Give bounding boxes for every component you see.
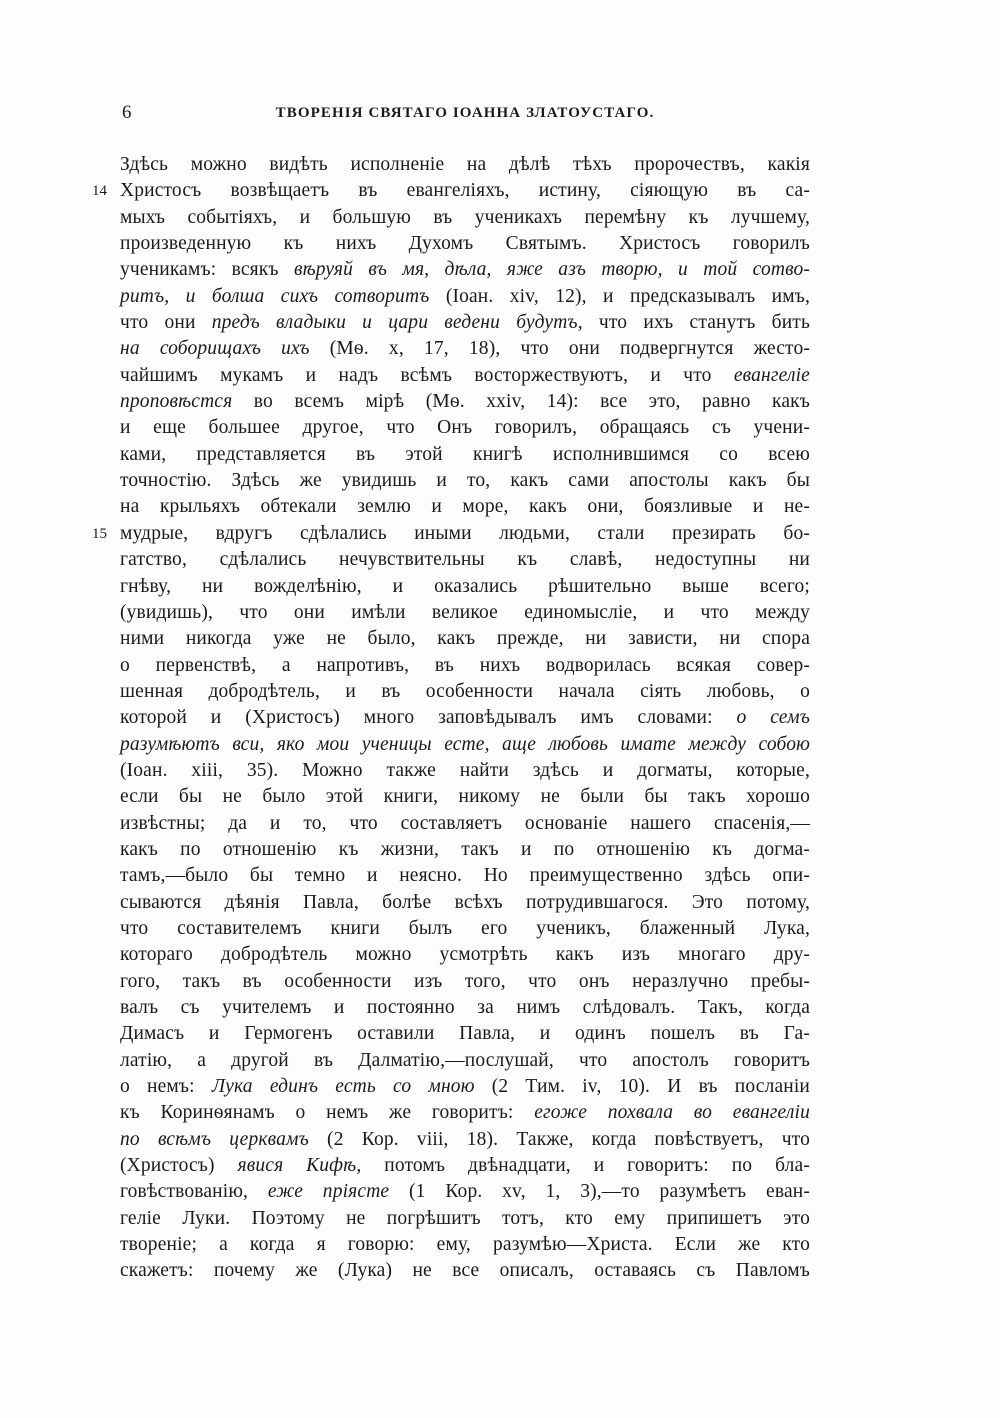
text-run: Христосъ возвѣщаетъ въ евангеліяхъ, истину, сіяющую въ са- [120, 180, 810, 202]
text-run: (Мѳ. x, 17, 18), что они подвергнутся жесто- [309, 338, 810, 360]
text-run: ками, представляется въ этой книгѣ исполнившимся со всею [120, 443, 810, 465]
text-line [120, 1153, 810, 1179]
text-run: на крыльяхъ обтекали землю и море, какъ они, боязливые и не- [120, 496, 810, 518]
text-line [120, 653, 810, 679]
text-line [120, 389, 810, 415]
text-line [120, 1100, 810, 1126]
text-line [120, 494, 810, 520]
text-run: (2 Кор. viii, 18). Также, когда повѣствуетъ, что [308, 1128, 810, 1150]
text-line [120, 547, 810, 573]
margin-number: 14 [92, 183, 107, 200]
text-line [120, 758, 810, 784]
italic-quotation: егоже похвала во евангеліи [534, 1102, 810, 1124]
text-line [120, 1179, 810, 1205]
text-line [120, 1048, 810, 1074]
text-run: гнѣву, ни вожделѣнію, и оказались рѣшительно выше всего; [120, 575, 810, 597]
text-run: чайшимъ мукамъ и надъ всѣмъ восторжествуютъ, и что [120, 364, 734, 386]
text-line [120, 626, 810, 652]
text-line [120, 890, 810, 916]
text-run: ученикамъ: всякъ [120, 259, 294, 281]
text-line [120, 1258, 810, 1284]
text-line [120, 152, 810, 178]
text-line [120, 705, 810, 731]
italic-quotation: разумѣютъ вси, яко мои ученицы есте, аще любовь имате между собою [120, 733, 810, 755]
italic-quotation: Лука единъ есть со мною [211, 1076, 475, 1098]
text-run: (Іоан. xiv, 12), и предсказывалъ имъ, [429, 285, 810, 307]
text-line [120, 521, 810, 547]
text-line [120, 863, 810, 889]
text-run: валъ съ учителемъ и постоянно за нимъ слѣдовалъ. Такъ, когда [120, 997, 810, 1018]
text-run: о немъ: [120, 1076, 212, 1098]
text-line [120, 574, 810, 600]
italic-quotation: ритъ, и болша сихъ сотворитъ [120, 285, 430, 307]
text-line [120, 679, 810, 705]
text-run: (Христосъ) [120, 1155, 238, 1177]
italic-quotation: вѣруяй въ мя, дѣла, яже азъ творю, и той сотво- [294, 259, 810, 281]
text-line [120, 1074, 810, 1100]
text-line [120, 1232, 810, 1258]
text-line [120, 468, 810, 494]
italic-quotation: проповѣстся [120, 391, 233, 413]
text-line [120, 732, 810, 758]
text-run: геліе Луки. Поэтому не погрѣшитъ тотъ, кто ему припишетъ это [120, 1207, 810, 1229]
margin-number: 15 [92, 525, 107, 542]
text-run: латію, а другой въ Далматію,—послушай, что апостолъ говоритъ [120, 1049, 810, 1071]
text-run: гого, такъ въ особенности изъ того, что онъ неразлучно пребы- [120, 970, 810, 992]
text-line [120, 1127, 810, 1153]
italic-quotation: евангеліе [733, 364, 810, 386]
text-run: (2 Тим. iv, 10). И въ посланіи [474, 1076, 811, 1098]
text-line [120, 995, 810, 1021]
text-line [120, 811, 810, 837]
italic-quotation: на соборищахъ ихъ [120, 338, 310, 360]
text-run: говѣствованію, [120, 1181, 268, 1203]
text-run: во всемъ мірѣ (Мѳ. xxiv, 14): все это, равно какъ [232, 391, 810, 413]
italic-quotation: предъ владыки и цари ведени будутъ [211, 312, 578, 334]
text-line [120, 257, 810, 283]
text-line [120, 231, 810, 257]
text-line [120, 1206, 810, 1232]
text-line [120, 310, 810, 336]
text-run: (Іоан. xiii, 35). Можно также найти здѣсь и догматы, которые, [120, 759, 810, 781]
text-line [120, 415, 810, 441]
italic-quotation: еже пріясте [267, 1181, 390, 1203]
text-line [120, 969, 810, 995]
text-run: гатство, сдѣлались нечувствительны къ славѣ, недоступны ни [120, 549, 810, 571]
text-run: о первенствѣ, а напротивъ, въ нихъ водворилась всякая совер- [120, 654, 810, 676]
text-line [120, 916, 810, 942]
text-run: какъ по отношенію къ жизни, такъ и по отношенію къ догма- [120, 838, 810, 860]
text-line [120, 284, 810, 310]
text-run: мыхъ событіяхъ, и большую въ ученикахъ перемѣну къ лучшему, [120, 206, 810, 228]
text-line [120, 942, 810, 968]
text-run: котораго добродѣтель можно усмотрѣть какъ изъ многаго дру- [120, 944, 810, 966]
text-run: твореніе; а когда я говорю: ему, разумѣю—Христа. Если же кто [120, 1234, 810, 1256]
text-run: произведенную къ нихъ Духомъ Святымъ. Христосъ говорилъ [120, 233, 810, 255]
body-text [120, 152, 810, 1285]
text-run: (1 Кор. xv, 1, 3),—то разумѣетъ еван- [389, 1181, 810, 1203]
text-run: мудрые, вдругъ сдѣлались иными людьми, стали презирать бо- [120, 522, 810, 544]
text-run: , потомъ двѣнадцати, и говоритъ: по бла- [356, 1155, 810, 1177]
text-run: что они [120, 312, 212, 334]
page-number: 6 [122, 102, 132, 123]
text-line [120, 205, 810, 231]
text-run: , что ихъ станутъ бить [577, 312, 810, 334]
text-run: Димасъ и Гермогенъ оставили Павла, и одинъ пошелъ въ Га- [120, 1023, 810, 1045]
text-run: извѣстны; да и то, что составляетъ основаніе нашего спасенія,— [120, 812, 810, 834]
text-line [120, 1021, 810, 1047]
text-line [120, 837, 810, 863]
italic-quotation: явися Кифѣ [237, 1155, 357, 1177]
italic-quotation: по всѣмъ церквамъ [120, 1128, 309, 1150]
running-title: ТВОРЕНІЯ СВЯТАГО ІОАННА ЗЛАТОУСТАГО. [275, 105, 655, 121]
text-line [120, 336, 810, 362]
text-run: (увидишь), что они имѣли великое единомысліе, и что между [120, 601, 810, 623]
text-line [120, 784, 810, 810]
text-run: которой и (Христосъ) много заповѣдывалъ имъ словами: [120, 707, 737, 729]
text-run: и еще большее другое, что Онъ говорилъ, обращаясь съ учени- [120, 417, 810, 439]
text-run: если бы не было этой книги, никому не были бы такъ хорошо [120, 786, 810, 808]
text-run: скажетъ: почему же (Лука) не все описалъ, оставаясь съ Павломъ [120, 1260, 810, 1282]
text-run: Здѣсь можно видѣть исполненіе на дѣлѣ тѣхъ пророчествъ, какія [120, 154, 810, 175]
text-run: сываются дѣянія Павла, болѣе всѣхъ потрудившагося. Это потому, [120, 891, 810, 913]
text-run: точностію. Здѣсь же увидишь и то, какъ сами апостолы какъ бы [120, 470, 810, 492]
text-run: что составителемъ книги былъ его ученикъ, блаженный Лука, [120, 917, 810, 939]
text-run: шенная добродѣтель, и въ особенности начала сіять любовь, о [120, 680, 810, 702]
page-header [120, 98, 810, 128]
text-run: тамъ,—было бы темно и неясно. Но преимущественно здѣсь опи- [120, 865, 810, 887]
text-run: къ Коринѳянамъ о немъ же говоритъ: [120, 1102, 535, 1124]
text-line [120, 442, 810, 468]
text-line [120, 600, 810, 626]
text-line [120, 178, 810, 204]
text-run: ними никогда уже не было, какъ прежде, ни зависти, ни спора [120, 628, 810, 650]
text-line [120, 363, 810, 389]
italic-quotation: о семъ [736, 707, 810, 729]
